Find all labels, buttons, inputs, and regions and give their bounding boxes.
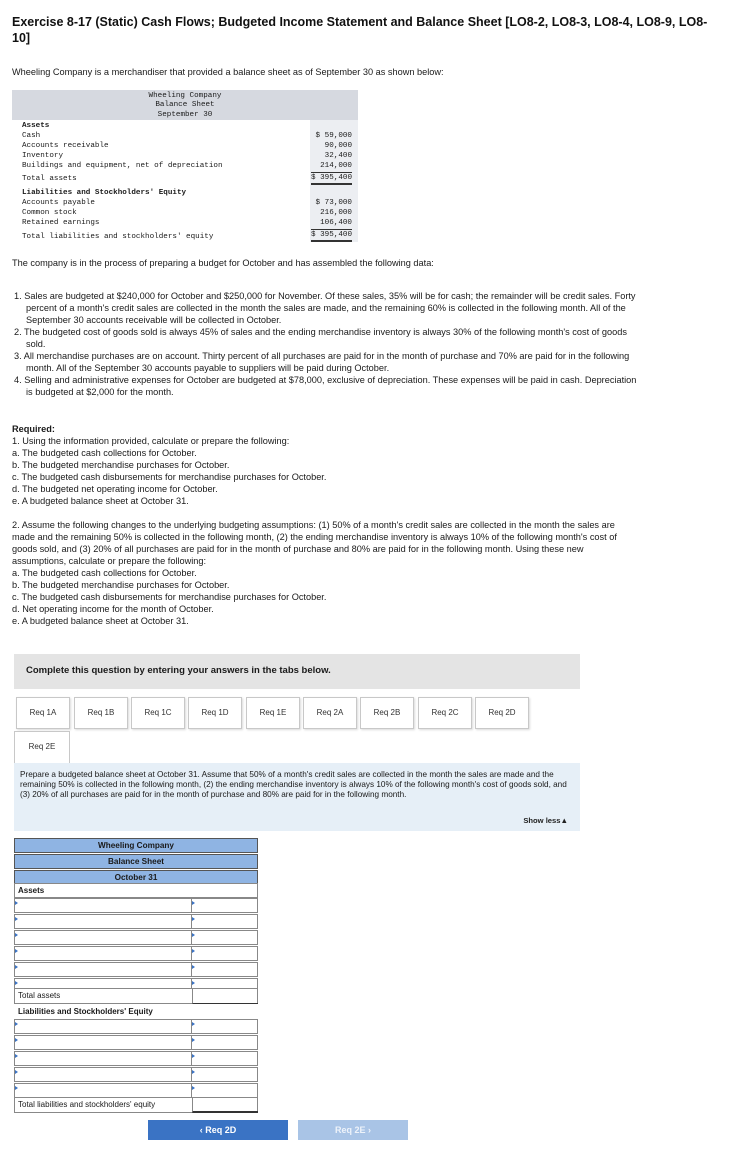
liab-amount-input[interactable] [192,1052,257,1065]
bs-row-value: $ 73,000 [315,199,352,207]
asset-amount-input[interactable] [192,931,257,944]
bs-row-label: Accounts receivable [22,142,109,150]
required-part2-intro: 2. Assume the following changes to the underlying budgeting assumptions: (1) 50% of a month's credit sales are collected in the month the sales are made and the remaining 50% is collected in the following month, (2) the ending merchandise inventory is always 10% of the following month's cost of goods sold, and (3) 20% of all purchases are paid for in the month of purchase and 80% are paid for in the following month. Using these new assumptions, calculate or prepare the following: [12,520,617,566]
form-company: Wheeling Company [14,838,258,853]
tab-req-1c[interactable]: Req 1C [131,697,185,729]
bs-row-value: 214,000 [320,162,352,170]
chevron-right-icon: › [368,1125,372,1135]
liab-label-input[interactable] [15,1052,192,1065]
asset-input-row [14,946,258,961]
bs-row-value: 216,000 [320,209,352,217]
liab-input-row [14,1067,258,1082]
asset-input-row [14,930,258,945]
tab-instructions-panel [14,763,580,831]
liab-label-input[interactable] [15,1068,192,1081]
list-item: 2. The budgeted cost of goods sold is always 45% of sales and the ending merchandise inventory is always 30% of the following month's cost of goods sold. [14,327,627,349]
liab-label-input[interactable] [15,1084,192,1097]
tab-req-1d[interactable]: Req 1D [188,697,242,729]
show-less-link[interactable]: Show less▲ [523,816,568,825]
bs-liab-heading: Liabilities and Stockholders' Equity [22,189,187,197]
asset-input-row [14,914,258,929]
list-item: 3. All merchandise purchases are on account. Thirty percent of all purchases are paid for in the month of purchase and 70% are paid for in the following month. All of the September 30 accounts payable to suppliers will be paid during October. [14,351,630,373]
total-liab-amount-cell[interactable] [192,1098,258,1113]
chevron-left-icon: ‹ [199,1125,206,1135]
bs-row-label: Common stock [22,209,77,217]
exercise-title: Exercise 8-17 (Static) Cash Flows; Budgeted Income Statement and Balance Sheet [LO8-2, LO8-3, LO8-4, LO8-9, LO8-10] [12,15,708,45]
form-liab-row [14,1004,258,1019]
bs-row-value: $ 59,000 [315,132,352,140]
complete-instructions-bar [14,654,580,689]
required-heading: Required: [12,424,55,434]
intro-text: Wheeling Company is a merchandiser that provided a balance sheet as of September 30 as shown below: [12,67,444,77]
list-item: 4. Selling and administrative expenses for October are budgeted at $78,000, exclusive of depreciation. These expenses will be paid in cash. Depreciation is budgeted at $2,000 for the month. [14,375,637,397]
form-date: October 31 [14,870,258,885]
asset-label-input[interactable] [15,931,192,944]
next-button-label: Req 2E [334,1125,366,1135]
bs-row-value: 32,400 [324,152,352,160]
list-item: b. The budgeted merchandise purchases for October. [12,460,230,470]
liab-input-row [14,1083,258,1098]
tab-req-2c[interactable]: Req 2C [418,697,472,729]
bs-assets-heading: Assets [22,122,50,130]
prev-button-label: Req 2D [205,1125,237,1135]
liab-amount-input[interactable] [192,1020,257,1033]
asset-label-input[interactable] [15,899,192,912]
form-assets-heading: Assets [18,886,45,895]
bs-row-value: 106,400 [320,219,352,227]
next-button[interactable] [298,1120,408,1140]
list-item: a. The budgeted cash collections for October. [12,448,197,458]
liab-input-row [14,1019,258,1034]
list-item: c. The budgeted cash disbursements for merchandise purchases for October. [12,592,327,602]
bs-row-value: 90,000 [324,142,352,150]
asset-amount-input[interactable] [192,947,257,960]
tab-req-1b[interactable]: Req 1B [74,697,128,729]
prev-button[interactable] [148,1120,288,1140]
bs-total-assets-label: Total assets [22,175,77,183]
liab-input-row [14,1035,258,1050]
bs-row-label: Accounts payable [22,199,95,207]
liab-input-row [14,1051,258,1066]
data-intro: The company is in the process of preparing a budget for October and has assembled the following data: [12,258,434,268]
required-part1-intro: 1. Using the information provided, calculate or prepare the following: [12,436,290,446]
total-liab-row [14,1097,258,1113]
asset-amount-input[interactable] [192,963,257,976]
form-liab-heading: Liabilities and Stockholders' Equity [18,1007,153,1016]
asset-label-input[interactable] [15,963,192,976]
september-balance-sheet [12,90,358,242]
tab-req-2e[interactable]: Req 2E [14,731,70,764]
bs-total-liab-label: Total liabilities and stockholders' equity [22,233,214,241]
bs-date: September 30 [157,111,213,119]
asset-label-input[interactable] [15,947,192,960]
required-section [12,423,652,627]
list-item: e. A budgeted balance sheet at October 31. [12,616,189,626]
asset-amount-input[interactable] [192,915,257,928]
tab-req-2d[interactable]: Req 2D [475,697,529,729]
liab-amount-input[interactable] [192,1068,257,1081]
liab-amount-input[interactable] [192,1084,257,1097]
bs-row-label: Inventory [22,152,64,160]
liab-label-input[interactable] [15,1036,192,1049]
tab-req-1e[interactable]: Req 1E [246,697,300,729]
tab-req-1a[interactable]: Req 1A [16,697,70,729]
asset-amount-input[interactable] [192,899,257,912]
total-assets-row [14,988,258,1004]
bs-name: Balance Sheet [155,101,215,109]
bs-row-label: Cash [22,132,41,140]
balance-sheet-header [12,90,358,120]
asset-input-row [14,962,258,977]
bs-row-label: Retained earnings [22,219,100,227]
bs-total-assets-value: $ 395,400 [311,172,352,185]
panel-instructions: Prepare a budgeted balance sheet at October 31. Assume that 50% of a month's credit sales are collected in the month the sales are made and the remaining 50% is collected in the following month, (2) the ending merchandise inventory is always 10% of the following month's cost of goods sold, and (3) 20% of all purchases are paid for in the month of purchase and 80% are paid for in the following month. [20,770,567,799]
form-total-liab-label: Total liabilities and stockholders' equity [18,1100,156,1109]
liab-label-input[interactable] [15,1020,192,1033]
list-item: b. The budgeted merchandise purchases for October. [12,580,230,590]
list-item: a. The budgeted cash collections for October. [12,568,197,578]
list-item: 1. Sales are budgeted at $240,000 for October and $250,000 for November. Of these sales, 35% will be for cash; the remainder will be credit sales. Forty percent of a month's credit sales are collected in the month the sales are made, and the remaining 60% is collected in the following month. All of the September 30 accounts receivable will be collected in October. [14,291,636,325]
list-item: d. Net operating income for the month of October. [12,604,214,614]
data-list [14,290,644,398]
list-item: c. The budgeted cash disbursements for merchandise purchases for October. [12,472,327,482]
list-item: d. The budgeted net operating income for October. [12,484,218,494]
bs-row-label: Buildings and equipment, net of depreciation [22,162,223,170]
complete-instructions-text: Complete this question by entering your answers in the tabs below. [26,665,331,676]
form-assets-row [14,883,258,898]
list-item: e. A budgeted balance sheet at October 31. [12,496,189,506]
liab-amount-input[interactable] [192,1036,257,1049]
form-total-assets-label: Total assets [18,991,61,1000]
form-name: Balance Sheet [14,854,258,869]
tab-req-2b[interactable]: Req 2B [360,697,414,729]
total-assets-amount-cell[interactable] [192,989,258,1004]
asset-input-row [14,898,258,913]
bs-company: Wheeling Company [148,92,222,100]
bs-total-liab-value: $ 395,400 [311,229,352,242]
asset-label-input[interactable] [15,915,192,928]
tab-req-2a[interactable]: Req 2A [303,697,357,729]
